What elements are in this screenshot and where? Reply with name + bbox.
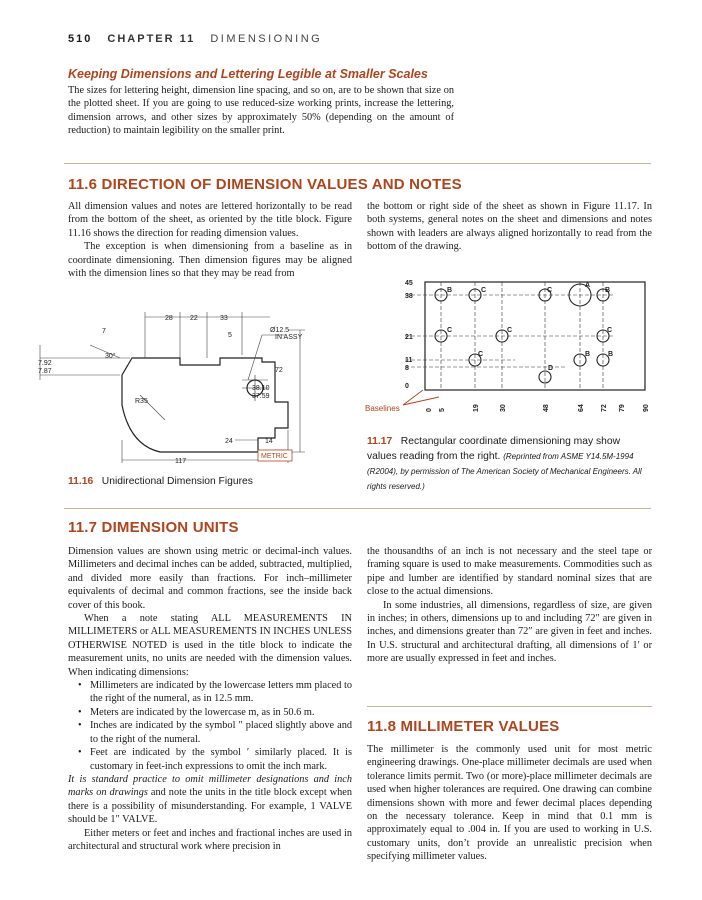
divider <box>64 163 651 164</box>
section-11-8-heading: 11.8 MILLIMETER VALUES <box>367 718 560 735</box>
hole-label-c4: C <box>507 327 513 334</box>
x-val-0: 0 <box>426 408 433 412</box>
hole-label-a: A <box>585 282 591 289</box>
baselines-label: Baselines <box>365 404 400 413</box>
y-val-21: 21 <box>405 334 413 341</box>
y-val-11: 11 <box>405 357 413 364</box>
metric-label: METRIC <box>261 453 288 460</box>
hole-label-c5: C <box>607 327 613 334</box>
dim-7: 7 <box>102 328 106 335</box>
section-11-8-col <box>367 743 652 864</box>
section-11-7-p2: When a note stating ALL MEASUREMENTS IN MILLIMETERS or ALL MEASUREMENTS IN INCHES UNLESS OTHERWISE NOTED is used in the title block to indicate the measurement units, no units are needed with the dimension values. When indicating dimensions: <box>68 613 352 678</box>
divider <box>64 508 651 509</box>
section-11-7-p4: Either meters or feet and inches and fractional inches are used in architectural and structural work where precision in <box>68 827 352 852</box>
figure-11-16-drawing <box>30 300 330 465</box>
dim-limit-lower: 7.87 <box>38 368 52 375</box>
section-11-6-heading: 11.6 DIRECTION OF DIMENSION VALUES AND NOTES <box>68 176 462 193</box>
dim-angle: 30° <box>105 353 116 360</box>
dim-hole-dia: Ø12.5 <box>270 327 290 334</box>
section-11-7-p5: the thousandths of an inch is not necessary and the steel tape or framing square is used to make measurements. Commodities such as pipe and lumber are identified by standard nominal sizes that are close to the actual dimensions. <box>367 546 652 598</box>
figure-11-17-credit: (Reprinted from ASME Y14.5M-1994 (R2004), by permission of The American Society of Mechanical Engineers. All rights reserved.) <box>367 452 642 491</box>
dim-72: 72 <box>275 367 283 374</box>
hole-label-c2: C <box>547 287 553 294</box>
dim-hole-note: IN ASSY <box>275 334 303 341</box>
hole-label-b3: B <box>585 351 591 358</box>
list-item: • Meters are indicated by the lowercase m, as in 50.6 m. <box>68 706 352 719</box>
dim-24: 24 <box>225 438 233 445</box>
x-val-30: 30 <box>500 404 507 412</box>
divider <box>367 706 652 707</box>
dim-33: 33 <box>220 315 228 322</box>
x-val-90: 90 <box>643 404 650 412</box>
x-val-79: 79 <box>619 404 626 412</box>
dim-limit-upper: 7.92 <box>38 360 52 367</box>
hole-label-c6: C <box>478 351 484 358</box>
section-11-7-p1: Dimension values are shown using metric or decimal-inch values. Millimeters and decimal inches can be added, subtracted, multiplied, and divided more easily than fractions. For inch–millimeter equivalents of decimal and common fractions, see the inside back cover of this book. <box>68 546 352 611</box>
sidebar-heading: Keeping Dimensions and Lettering Legible at Smaller Scales <box>68 67 428 81</box>
chapter-label: CHAPTER 11 <box>107 33 196 45</box>
dim-117: 117 <box>175 458 187 465</box>
figure-11-16-number: 11.16 <box>68 476 94 487</box>
hole-label-b2: B <box>605 287 611 294</box>
dim-28: 28 <box>165 315 173 322</box>
dim-bore-upper: 38.10 <box>252 385 270 392</box>
section-11-8-p1: The millimeter is the commonly used unit for most metric engineering drawings. One-place millimeter decimals are used when tolerance limits permit. Two (or more)-place millimeter decimals are used when higher tolerances are required. One drawing can combine dimensions shown with more and fewer decimal places depending on the necessary tolerance. Keep in mind that 0.1 mm is approximately equal to .004 in. If you are used to working in U.S. customary units, don’t provide an unrealistic precision when specifying millimeter values. <box>367 744 652 863</box>
figure-11-17-drawing <box>365 272 655 422</box>
y-val-38: 38 <box>405 293 413 300</box>
section-11-6-p3: the bottom or right side of the sheet as shown in Figure 11.17. In both systems, general notes on the sheet and dimensions and notes shown with leaders are always aligned horizontally to read from the bottom of the drawing. <box>367 201 652 253</box>
section-11-7-p3-rest: and note the units in the title block except when there is a possibility of misunderstanding. For example, 1 VALVE should be 1″ VALVE. <box>68 787 353 826</box>
x-val-72: 72 <box>601 404 608 412</box>
list-item: • Feet are indicated by the symbol ′ similarly placed. It is customary in feet-inch expressions to omit the inch mark. <box>68 746 352 773</box>
x-val-19: 19 <box>473 404 480 412</box>
unit-bullet-list <box>68 679 352 773</box>
dim-bore-lower: 37.59 <box>252 393 270 400</box>
dim-5: 5 <box>228 332 232 339</box>
x-val-5: 5 <box>439 408 446 412</box>
dim-14: 14 <box>265 438 273 445</box>
section-11-7-p3-italic: It is standard practice to omit millimeter designations and inch marks on drawings <box>68 773 352 799</box>
section-11-7-col1 <box>68 545 352 853</box>
section-label: DIMENSIONING <box>210 33 323 45</box>
figure-11-16-caption <box>68 474 253 489</box>
y-val-45: 45 <box>405 280 413 287</box>
y-val-8: 8 <box>405 365 409 372</box>
section-11-6-col2 <box>367 200 652 254</box>
x-val-48: 48 <box>543 404 550 412</box>
section-11-7-col2 <box>367 545 652 666</box>
section-11-7-p6: In some industries, all dimensions, regardless of size, are given in inches; in others, dimensions up to and including 72″ are given in inches, and dimensions greater than 72″ are given in feet and inches. In U.S. structural and architectural drafting, all dimensions of 1′ or more are usually expressed in feet and inches. <box>367 599 652 665</box>
hole-label-c3: C <box>447 327 453 334</box>
dim-22: 22 <box>190 315 198 322</box>
section-11-6-p2: The exception is when dimensioning from a baseline as in coordinate dimensioning. Then dimension figures may be aligned with the dimension lines so that they may be read from <box>68 241 352 280</box>
section-11-6-p1: All dimension values and notes are lettered horizontally to be read from the bottom of the sheet, as oriented by the title block. Figure 11.16 shows the direction for reading dimension values. <box>68 201 352 239</box>
hole-label-c1: C <box>481 287 487 294</box>
figure-11-17-number: 11.17 <box>367 436 393 447</box>
hole-label-d: D <box>548 365 554 372</box>
figure-11-17-title: Rectangular coordinate dimensioning may show values reading from the right. <box>367 436 621 462</box>
section-11-7-p3 <box>68 773 352 827</box>
dim-radius: R35 <box>135 398 148 405</box>
running-head <box>68 33 322 45</box>
figure-11-17-caption <box>367 434 647 494</box>
sidebar-body: The sizes for lettering height, dimension line spacing, and so on, are to be shown that size on the plotted sheet. If you are going to use reduced-size working prints, increase the lettering, dimension arrows, and other sizes by approximately 50% (depending on the amount of reduction) to maintain legibility on the smaller print. <box>68 85 454 137</box>
list-item: • Inches are indicated by the symbol ″ placed slightly above and to the right of the numeral. <box>68 719 352 746</box>
section-11-6-col1 <box>68 200 352 280</box>
hole-label-b4: B <box>608 351 614 358</box>
y-val-0: 0 <box>405 383 409 390</box>
x-val-64: 64 <box>578 404 585 412</box>
section-11-7-heading: 11.7 DIMENSION UNITS <box>68 519 239 536</box>
figure-11-16-title: Unidirectional Dimension Figures <box>101 476 253 487</box>
page-number: 510 <box>68 33 93 45</box>
hole-label-b1: B <box>447 287 453 294</box>
list-item: • Millimeters are indicated by the lowercase letters mm placed to the right of the numeral, as in 12.5 mm. <box>68 679 352 706</box>
